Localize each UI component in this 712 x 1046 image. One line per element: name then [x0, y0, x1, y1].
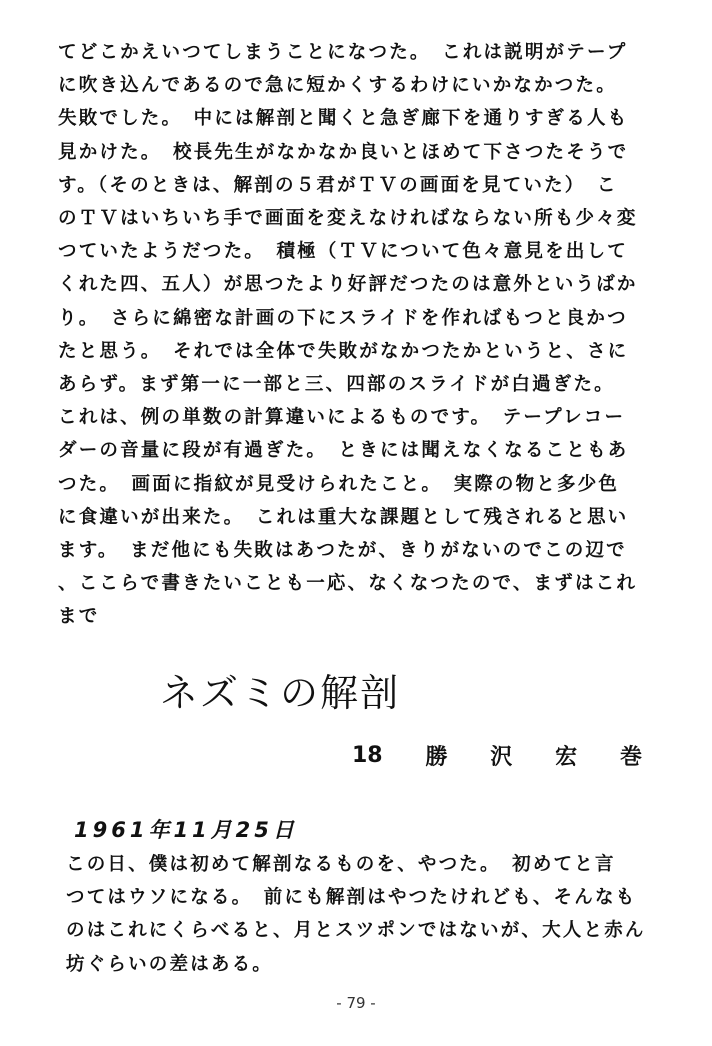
text-line: り。 さらに綿密な計画の下にスライドを作ればもつと良かつ: [58, 307, 628, 329]
text-line: 、ここらで書きたいことも一応、なくなつたので、まずはこれ: [58, 573, 638, 595]
text-line: 坊ぐらいの差はある。: [66, 953, 274, 975]
text-line: つた。 画面に指紋が見受けられたこと。 実際の物と多少色: [58, 473, 620, 495]
text-line: に食違いが出来た。 これは重大な課題として残されると思い: [58, 506, 629, 528]
text-line: たと思う。 それでは全体で失敗がなかつたかというと、さに: [58, 340, 629, 362]
text-line: ダーの音量に段が有過ぎた。 ときには聞えなくなることもあ: [58, 440, 629, 462]
text-line: 失敗でした。 中には解剖と聞くと急ぎ廊下を通りすぎる人も: [58, 108, 629, 130]
text-line: のはこれにくらべると、月とスツポンではないが、大人と赤ん: [66, 920, 646, 942]
body-text: [58, 36, 662, 634]
author-name-char: 沢: [490, 744, 513, 770]
text-line: す。（そのときは、解剖の５君がＴＶの画面を見ていた） こ: [58, 174, 618, 196]
article-date: 1961年11月25日: [74, 818, 298, 842]
text-line: 見かけた。 校長先生がなかなか良いとほめて下さつたそうで: [58, 141, 629, 163]
text-line: まで: [58, 606, 100, 628]
text-line: これは、例の単数の計算違いによるものです。 テープレコー: [58, 407, 626, 429]
text-line: つてはウソになる。 前にも解剖はやつたけれども、そんなも: [66, 887, 637, 909]
page-number: - 79 -: [336, 994, 376, 1012]
text-line: つていたようだつた。 積極（ＴＶについて色々意見を出して: [58, 241, 628, 263]
story-text: [66, 848, 662, 981]
text-line: てどこかえいつてしまうことになつた。 これは説明がテープ: [58, 42, 628, 63]
author-name-char: 巻: [619, 744, 642, 770]
text-line: ます。 まだ他にも失敗はあつたが、きりがないのでこの辺で: [58, 540, 627, 562]
article-title: ネズミの解剖: [160, 671, 401, 715]
text-line: くれた四、五人）が思つたより好評だつたのは意外というばか: [58, 274, 638, 296]
author-name-char: 宏: [555, 744, 578, 770]
text-line: あらず。まず第一に一部と三、四部のスライドが白過ぎた。: [58, 374, 615, 396]
author-line: [352, 738, 642, 772]
author-name-char: 勝: [425, 744, 448, 770]
text-line: のＴＶはいちいち手で画面を変えなければならない所も少々変: [58, 208, 638, 230]
text-line: この日、僕は初めて解剖なるものを、やつた。 初めてと言: [66, 854, 616, 875]
text-line: に吹き込んであるので急に短かくするわけにいかなかつた。: [58, 75, 617, 97]
author-class-number: 18: [352, 742, 383, 768]
